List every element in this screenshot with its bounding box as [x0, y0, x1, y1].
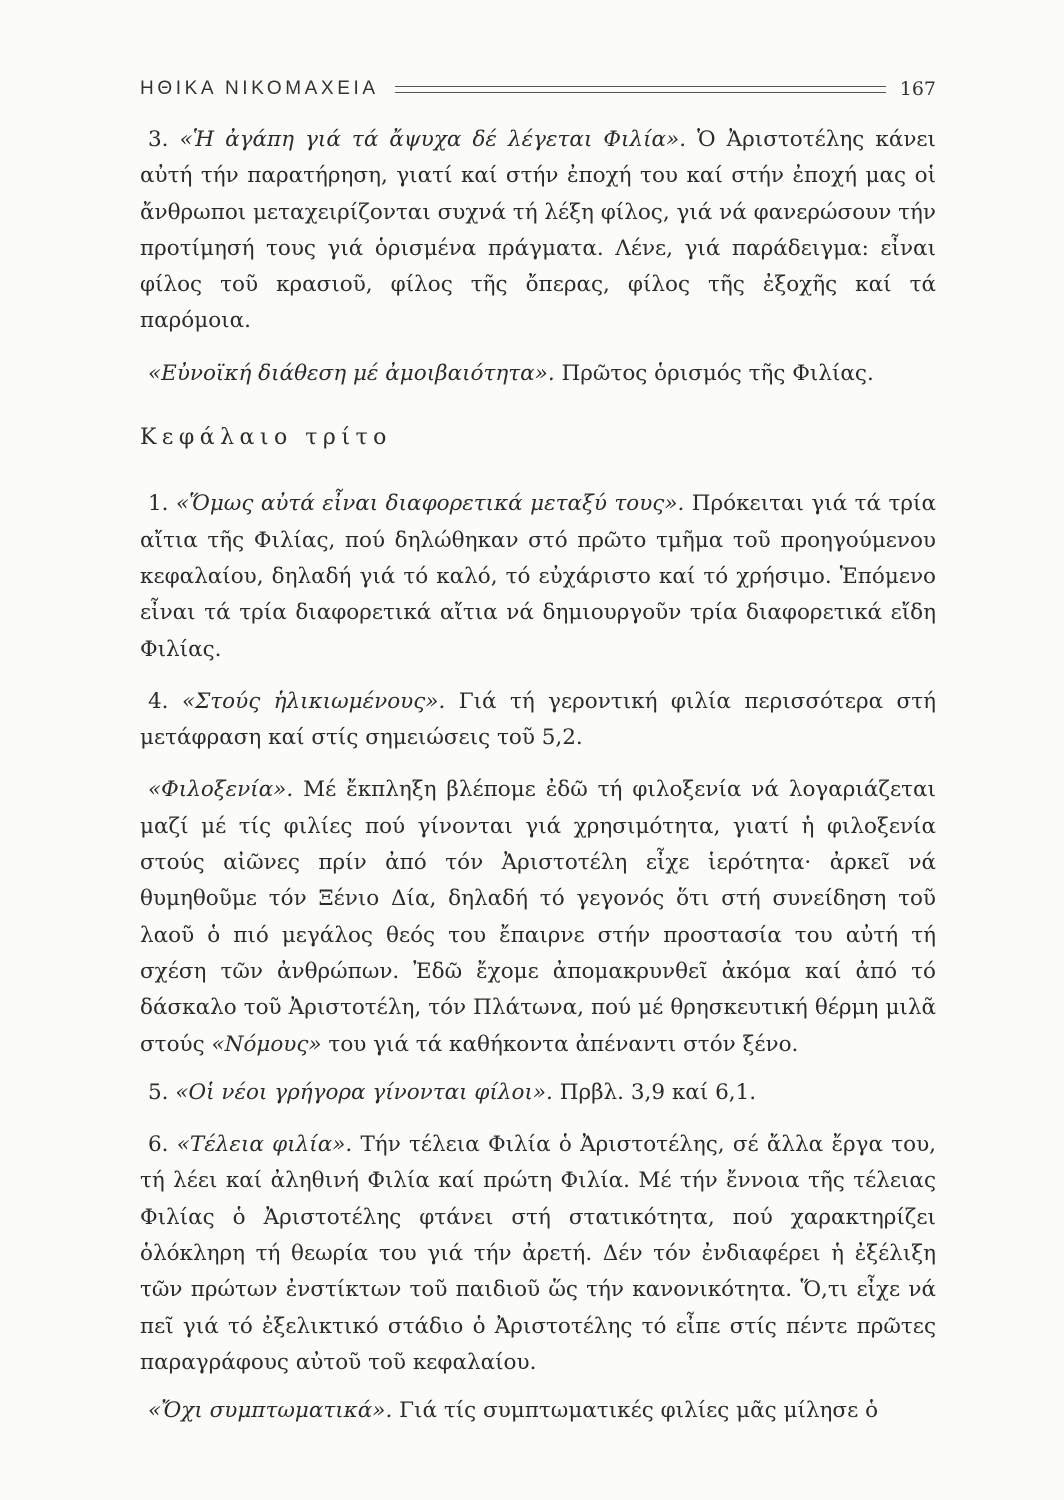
note-paragraph	[140, 684, 936, 757]
note-paragraph	[140, 1075, 936, 1111]
note-paragraph	[140, 772, 936, 1062]
chapter-heading: Κεφάλαιο τρίτο	[140, 425, 392, 451]
note-paragraph	[140, 486, 936, 667]
note-quote: «Φιλοξενία».	[148, 777, 294, 803]
running-title: ΗΘΙΚΑ ΝΙΚΟΜΑΧΕΙΑ	[140, 78, 379, 99]
note-quote: «Οἱ νέοι γρήγορα γίνονται φίλοι».	[175, 1079, 553, 1105]
laws-quote: «Νόμους»	[211, 1031, 322, 1057]
note-text: Πρόκειται γιά τά τρία αἴτια τῆς Φιλίας, πού δηλώθηκαν στό πρῶτο τμῆμα τοῦ προηγούμενου κεφαλαίου, δηλαδή γιά τό καλό, τό εὐχάριστο καί τό χρήσιμο. Ἑπόμενο εἶναι τά τρία διαφορετικά αἴτια νά δημιουργοῦν τρία διαφορετικά εἴδη Φιλίας.	[140, 491, 936, 662]
note-text: Πρβλ. 3,9 καί 6,1.	[559, 1079, 757, 1105]
note-quote: «Τέλεια φιλία».	[176, 1132, 353, 1158]
note-text: Γιά τή γεροντική φιλία περισσότερα στή μετάφραση καί στίς σημειώσεις τοῦ 5,2.	[140, 688, 937, 751]
note-quote: «Ὅμως αὐτά εἶναι διαφορετικά μεταξύ τους».	[175, 491, 685, 517]
header-rule	[395, 86, 886, 93]
note-quote: «Ὄχι συμπτωματικά».	[148, 1398, 393, 1424]
note-text: Γιά τίς συμπτωματικές φιλίες μᾶς μίλησε ὁ	[399, 1398, 879, 1424]
laws-tail: του γιά τά καθήκοντα ἀπέναντι στόν ξένο.	[328, 1031, 799, 1057]
note-number: 5.	[148, 1079, 169, 1105]
note-quote: «Εὐνοϊκή διάθεση μέ ἀμοιβαιότητα».	[148, 360, 555, 386]
note-paragraph	[140, 356, 936, 392]
note-text: Πρῶτος ὁρισμός τῆς Φιλίας.	[561, 360, 874, 386]
running-header	[140, 74, 936, 104]
page-body	[140, 122, 936, 1430]
note-number: 1.	[148, 491, 169, 517]
note-quote: «Στούς ἡλικιωμένους».	[181, 688, 446, 714]
note-quote: «Ἡ ἀγάπη γιά τά ἄψυχα δέ λέγεται Φιλία».	[179, 127, 687, 152]
note-text: Τήν τέλεια Φιλία ὁ Ἀριστοτέλης, σέ ἄλλα ἔργα του, τή λέει καί ἀληθινή Φιλία καί πρώτη Φιλία. Μέ τήν ἔννοια τῆς τέλειας Φιλίας ὁ Ἀριστοτέλης φτάνει στή στατικότητα, πού χαρακτηρίζει ὁλόκληρη τή θεωρία του γιά τήν ἀρετή. Δέν τόν ἐνδιαφέρει ἡ ἐξέλιξη τῶν πρώτων ἐνστίκτων τοῦ παιδιοῦ ὥς τήν κανονικότητα. Ὅ,τι εἶχε νά πεῖ γιά τό ἐξελικτικό στάδιο ὁ Ἀριστοτέλης τό εἶπε στίς πέντε πρῶτες παραγράφους αὐτοῦ τοῦ κεφαλαίου.	[140, 1132, 936, 1375]
note-text: Ὁ Ἀριστοτέλης κάνει αὐτή τήν παρατήρηση, γιατί καί στήν ἐποχή του καί στήν ἐποχή μας οἱ ἄνθρωποι μεταχειρίζονται συχνά τή λέξη φίλος, γιά νά φανερώσουν τήν προτίμησή τους γιά ὁρισμένα πράγματα. Λένε, γιά παράδειγμα: εἶναι φίλος τοῦ κρασιοῦ, φίλος τῆς ὄπερας, φίλος τῆς ἐξοχῆς καί τά παρόμοια.	[140, 127, 936, 334]
note-text: Μέ ἔκπληξη βλέπομε ἐδῶ τή φιλοξενία νά λογαριάζεται μαζί μέ τίς φιλίες πού γίνονται γιά χρησιμότητα, γιατί ἡ φιλοξενία στούς αἰῶνες πρίν ἀπό τόν Ἀριστοτέλη εἶχε ἱερότητα· ἀρκεῖ νά θυμηθοῦμε τόν Ξένιο Δία, δηλαδή τό γεγονός ὅτι στή συνείδηση τοῦ λαοῦ ὁ πιό μεγάλος θεός του ἔπαιρνε στήν προστασία του αὐτή τή σχέση τῶν ἀνθρώπων. Ἐδῶ ἔχομε ἀπομακρυνθεῖ ἀκόμα καί ἀπό τό δάσκαλο τοῦ Ἀριστοτέλη, τόν Πλάτωνα, πού μέ θρησκευτική θέρμη μιλᾶ στούς	[140, 777, 936, 1057]
note-paragraph	[140, 122, 936, 340]
note-paragraph	[140, 1393, 936, 1429]
note-number: 4.	[148, 688, 169, 714]
note-number: 6.	[148, 1132, 169, 1158]
page-number: 167	[899, 78, 936, 100]
note-paragraph	[140, 1127, 936, 1381]
note-number: 3.	[148, 127, 169, 152]
